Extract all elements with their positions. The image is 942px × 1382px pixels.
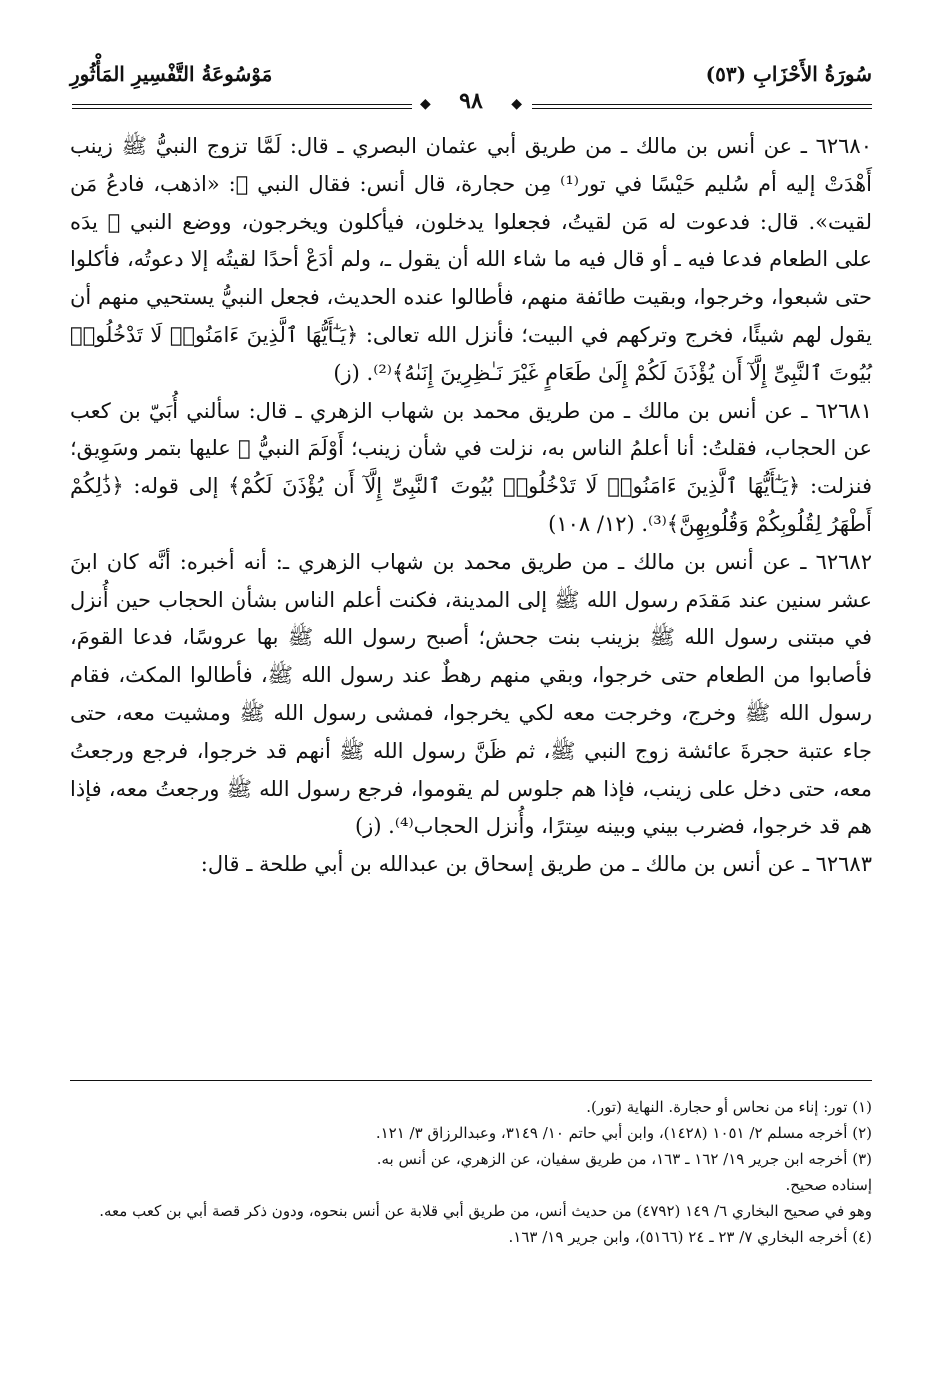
hadith-paragraph: ٦٢٦٨٢ ـ عن أنس بن مالك ـ من طريق محمد بن شهاب الزهري ـ: أنه أخبره: أنَّه كان ابنَ عشر سنين عند مَقدَم رسول الله ﷺ إلى المدينة، فكنت أعلم الناس بشأن الحجاب حين أُنزل في مبتنى رسول الله ﷺ بزينب بنت جحش؛ أصبح رسول الله ﷺ بها عروسًا، فدعا القومَ، فأصابوا من الطعام حتى خرجوا، وبقي منهم رهطٌ عند رسول الله ﷺ، فأطالوا المكث، فقام رسول الله ﷺ وخرج، وخرجت معه لكي يخرجوا، فمشى رسول الله ﷺ ومشيت معه، حتى جاء عتبة حجرةَ عائشة زوج النبي ﷺ، ثم ظَنَّ رسول الله ﷺ أنهم قد خرجوا، فرجع ورجعتُ معه، حتى دخل على زينب، فإذا هم جلوس لم يقوموا، فرجع رسول الله ﷺ ورجعتُ معه، فإذا هم قد خرجوا، فضرب بيني وبينه سِترًا، وأُنزل الحجاب⁽⁴⁾. (ز) [70,549,872,839]
hadith-paragraph: ٦٢٦٨٣ ـ عن أنس بن مالك ـ من طريق إسحاق بن عبدالله بن أبي طلحة ـ قال: [200,852,872,877]
footnote: (٤) أخرجه البخاري ٧/ ٢٣ ـ ٢٤ (٥١٦٦)، وابن جرير ١٩/ ١٦٣. [508,1228,872,1246]
hadith-paragraph: ٦٢٦٨١ ـ عن أنس بن مالك ـ من طريق محمد بن شهاب الزهري ـ قال: سألني أُبَيّ بن كعب عن الحجاب، فقلتُ: أنا أعلمُ الناس به، نزلت في شأن زينب؛ أَوْلَمَ النبيُّ ﷺ عليها بتمر وسَوِيق؛ فنزلت: ﴿يَـٰٓأَيُّهَا ٱلَّذِينَ ءَامَنُوا۟ لَا تَدْخُلُوا۟ بُيُوتَ ٱلنَّبِىِّ إِلَّآ أَن يُؤْذَنَ لَكُمْ﴾ إلى قوله: ﴿ذَٰلِكُمْ أَطْهَرُ لِقُلُوبِكُمْ وَقُلُوبِهِنَّ﴾⁽³⁾. (١٢/ ١٠٨) [70,398,872,536]
surah-title: سُورَةُ الأَحْزَابِ (٥٣) [705,62,872,86]
header-rule-left [72,104,412,109]
hadith-paragraph: ٦٢٦٨٠ ـ عن أنس بن مالك ـ من طريق أبي عثمان البصري ـ قال: لَمَّا تزوج النبيُّ ﷺ زينب أَهْدَتْ إليه أم سُليم حَيْسًا في تور⁽¹⁾ مِن حجارة، قال أنس: فقال النبي ﷺ: «اذهب، فادعُ مَن لقيت». قال: فدعوت له مَن لقيتُ، فجعلوا يدخلون، فيأكلون ويخرجون، ووضع النبي ﷺ يدَه على الطعام فدعا فيه ـ أو قال فيه ما شاء الله أن يقول ـ، ولم أدَعْ أحدًا لقيتُه إلا دعوتُه، فأكلوا حتى شبعوا، وخرجوا، وبقيت طائفة منهم، فأطالوا عنده الحديث، فجعل النبيُّ يستحيي منهم أن يقول لهم شيئًا، فخرج وتركهم في البيت؛ فأنزل الله تعالى: ﴿يَـٰٓأَيُّهَا ٱلَّذِينَ ءَامَنُوا۟ لَا تَدْخُلُوا۟ بُيُوتَ ٱلنَّبِىِّ إِلَّآ أَن يُؤْذَنَ لَكُمْ إِلَىٰ طَعَامٍ غَيْرَ نَـٰظِرِينَ إِنَىٰهُ﴾⁽²⁾. (ز) [70,134,872,385]
header-rule-right [532,104,872,109]
footnote: وهو في صحيح البخاري ٦/ ١٤٩ (٤٧٩٢) من حديث أنس، من طريق أبي قلابة عن أنس بنحوه، ودون ذكر قصة أبي بن كعب معه. [99,1202,872,1220]
footnote: (٢) أخرجه مسلم ٢/ ١٠٥١ (١٤٢٨)، وابن أبي حاتم ١٠/ ٣١٤٩، وعبدالرزاق ٣/ ١٢١. [375,1124,872,1142]
footnote-separator [70,1080,872,1081]
ornament-right: ◆ [511,96,522,112]
footnote: إسناده صحيح. [785,1176,872,1194]
main-text [70,128,872,884]
footnote: (٣) أخرجه ابن جرير ١٩/ ١٦٢ ـ ١٦٣، من طريق سفيان، عن الزهري، عن أنس به. [376,1150,872,1168]
footnote: (١) تور: إناء من نحاس أو حجارة. النهاية (تور). [586,1098,872,1116]
book-title: مَوْسُوعَةُ التَّفْسِيرِ المَأْثُورِ [70,62,273,86]
page-number: ٩٨ [459,88,483,114]
footnotes [70,1094,872,1250]
ornament-left: ◆ [420,96,431,112]
